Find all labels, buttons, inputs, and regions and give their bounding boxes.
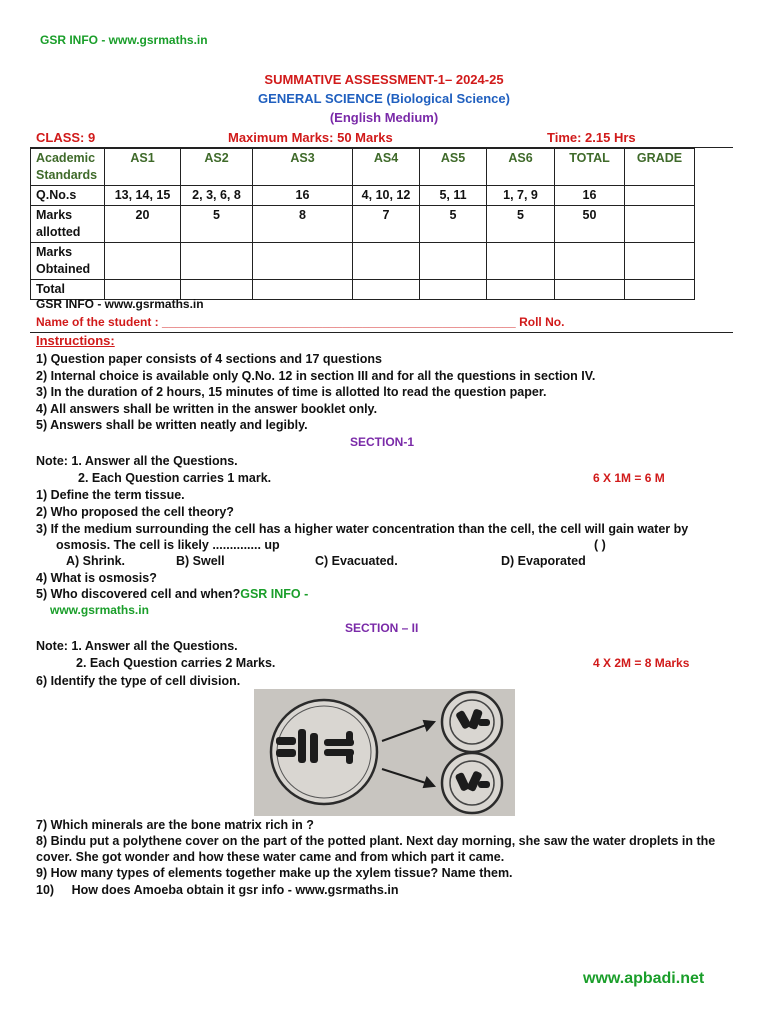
cell-division-image (254, 689, 515, 816)
roll-no-label: Roll No. (519, 315, 565, 329)
table-cell: 5 (181, 206, 253, 243)
header-cell: AS2 (181, 149, 253, 186)
site-after-table: GSR INFO - www.gsrmaths.in (36, 297, 204, 311)
subject-sub: (Biological Science) (386, 91, 510, 106)
section-2-marks: 4 X 2M = 8 Marks (593, 656, 690, 670)
table-cell (625, 186, 695, 206)
table-cell (353, 243, 420, 280)
max-marks-label: Maximum Marks: 50 Marks (228, 130, 393, 145)
question-2: 2) Who proposed the cell theory? (36, 505, 234, 519)
footer-site-link: www.apbadi.net (583, 970, 705, 987)
option-a: A) Shrink. (66, 554, 126, 568)
question-10 (36, 883, 398, 897)
instructions-heading: Instructions: (36, 333, 115, 348)
question-9: 9) How many types of elements together make up the xylem tissue? Name them. (36, 866, 513, 880)
subject-main: GENERAL SCIENCE (258, 91, 383, 106)
table-cell (625, 243, 695, 280)
exam-title: SUMMATIVE ASSESSMENT-1– 2024-25 (264, 72, 504, 87)
question-10-text: How does Amoeba obtain it (71, 883, 235, 897)
section-1-marks: 6 X 1M = 6 M (593, 471, 665, 485)
instruction-item: 5) Answers shall be written neatly and legibly. (36, 418, 308, 432)
table-cell (625, 206, 695, 243)
section-rule (30, 332, 733, 333)
question-10-number: 10) (36, 883, 55, 897)
section-1-title: SECTION-1 (350, 435, 415, 449)
table-cell (253, 280, 353, 300)
instruction-item: 4) All answers shall be written in the answer booklet only. (36, 402, 378, 416)
table-cell (555, 280, 625, 300)
question-3-line-2: osmosis. The cell is likely .............. up (56, 538, 280, 552)
question-10-site: gsr info - www.gsrmaths.in (238, 883, 399, 897)
header-cell: AS5 (420, 149, 487, 186)
header-cell: AS1 (105, 149, 181, 186)
row-label: Marks Obtained (31, 243, 105, 280)
table-cell: 7 (353, 206, 420, 243)
row-label: Marks allotted (31, 206, 105, 243)
table-cell: 50 (555, 206, 625, 243)
header-cell: AS6 (487, 149, 555, 186)
question-8-line-2: cover. She got wonder and how these water came and from which part it came. (36, 850, 505, 864)
table-cell (253, 243, 353, 280)
question-1: 1) Define the term tissue. (36, 488, 185, 502)
table-cell (555, 243, 625, 280)
header-cell: TOTAL (555, 149, 625, 186)
table-cell: 2, 3, 6, 8 (181, 186, 253, 206)
option-d: D) Evaporated (501, 554, 586, 568)
class-label: CLASS: 9 (36, 130, 96, 145)
question-5-site-url: www.gsrmaths.in (50, 603, 149, 617)
instruction-item: 3) In the duration of 2 hours, 15 minutes of time is allotted lto read the question paper. (36, 385, 547, 399)
question-3-line-1: 3) If the medium surrounding the cell has a higher water concentration than the cell, the cell will gain water by (36, 522, 689, 536)
table-row (31, 243, 695, 280)
table-cell: 5 (420, 206, 487, 243)
header-site-link: GSR INFO - www.gsrmaths.in (40, 33, 208, 47)
table-row (31, 206, 695, 243)
medium-label: (English Medium) (329, 110, 439, 125)
instruction-item: 1) Question paper consists of 4 sections and 17 questions (36, 352, 382, 366)
question-5 (36, 587, 308, 601)
table-cell (420, 243, 487, 280)
question-5-text: 5) Who discovered cell and when? (36, 587, 241, 601)
marks-table (30, 148, 695, 300)
section-2-title: SECTION – II (345, 621, 419, 635)
option-b: B) Swell (176, 554, 225, 568)
time-label: Time: 2.15 Hrs (547, 130, 636, 145)
table-header-row (31, 149, 695, 186)
header-cell: Academic Standards (31, 149, 105, 186)
question-4: 4) What is osmosis? (36, 571, 157, 585)
table-cell (487, 280, 555, 300)
header-cell: AS4 (353, 149, 420, 186)
table-cell (353, 280, 420, 300)
table-cell: 5, 11 (420, 186, 487, 206)
instruction-item: 2) Internal choice is available only Q.No. 12 in section III and for all the questions in section IV. (36, 369, 596, 383)
table-row (31, 186, 695, 206)
question-8-line-1: 8) Bindu put a polythene cover on the part of the potted plant. Next day morning, she saw the water droplets in the (36, 834, 716, 848)
student-name-line (36, 315, 564, 329)
table-cell: 16 (253, 186, 353, 206)
header-cell: GRADE (625, 149, 695, 186)
section-2-note-1: Note: 1. Answer all the Questions. (36, 639, 238, 653)
row-label: Total (31, 280, 105, 300)
table-cell: 5 (487, 206, 555, 243)
header-cell: AS3 (253, 149, 353, 186)
question-7: 7) Which minerals are the bone matrix rich in ? (36, 818, 314, 832)
question-3-answer-bracket: ( ) (594, 538, 606, 552)
row-label: Q.No.s (31, 186, 105, 206)
table-cell: 16 (555, 186, 625, 206)
question-5-site: GSR INFO - (240, 587, 309, 601)
subject-title (0, 91, 768, 106)
table-cell: 8 (253, 206, 353, 243)
option-c: C) Evacuated. (315, 554, 398, 568)
student-name-blank: _____________________________________________________ (162, 315, 516, 329)
table-cell (420, 280, 487, 300)
section-2-note-2: 2. Each Question carries 2 Marks. (76, 656, 276, 670)
section-1-note-2: 2. Each Question carries 1 mark. (78, 471, 272, 485)
cell-division-drawing (254, 689, 515, 816)
table-cell (625, 280, 695, 300)
table-cell: 4, 10, 12 (353, 186, 420, 206)
table-cell: 20 (105, 206, 181, 243)
table-cell (181, 243, 253, 280)
question-6: 6) Identify the type of cell division. (36, 674, 241, 688)
table-cell (487, 243, 555, 280)
section-1-note-1: Note: 1. Answer all the Questions. (36, 454, 238, 468)
table-cell: 1, 7, 9 (487, 186, 555, 206)
table-cell (105, 243, 181, 280)
table-cell: 13, 14, 15 (105, 186, 181, 206)
student-name-label: Name of the student : (36, 315, 163, 329)
